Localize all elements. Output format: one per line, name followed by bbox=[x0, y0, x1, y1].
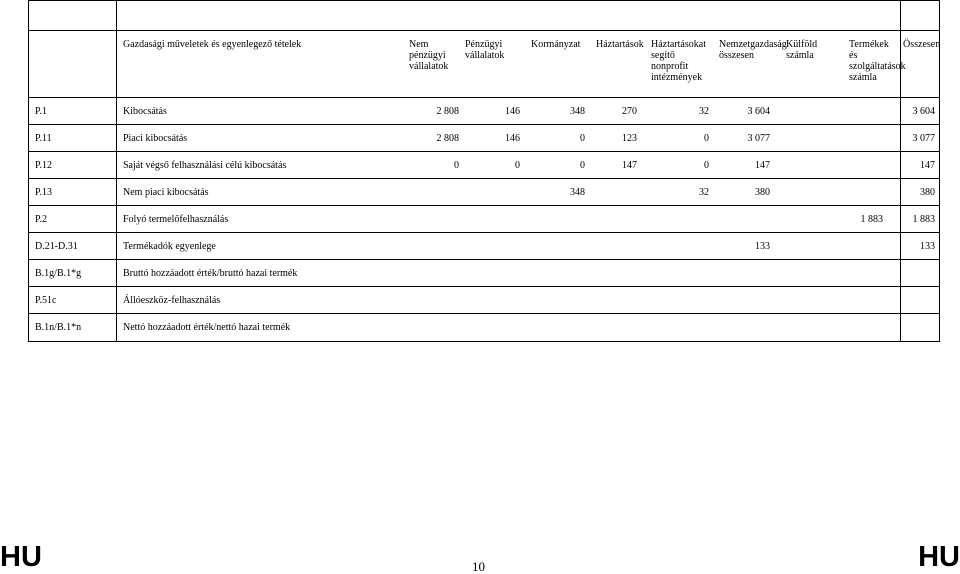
header-households: Háztartások bbox=[596, 39, 644, 50]
value-cell: 380 bbox=[755, 187, 770, 198]
value-cell: 133 bbox=[755, 241, 770, 252]
header-total-economy: Nemzetgazdaság összesen bbox=[719, 39, 787, 61]
row-label: Saját végső felhasználási célú kibocsátás bbox=[123, 160, 287, 171]
value-cell: 380 bbox=[920, 187, 935, 198]
value-cell: 3 604 bbox=[747, 106, 770, 117]
row-code: D.21-D.31 bbox=[35, 241, 78, 252]
country-badge-right: HU bbox=[918, 541, 960, 573]
row-code: P.2 bbox=[35, 214, 47, 225]
value-cell: 0 bbox=[515, 160, 520, 171]
value-cell: 0 bbox=[704, 133, 709, 144]
row-divider bbox=[29, 259, 939, 260]
row-label: Kibocsátás bbox=[123, 106, 167, 117]
value-cell: 147 bbox=[622, 160, 637, 171]
value-cell: 1 883 bbox=[912, 214, 935, 225]
row-label: Piaci kibocsátás bbox=[123, 133, 188, 144]
row-code: P.51c bbox=[35, 295, 57, 306]
row-divider bbox=[29, 124, 939, 125]
header-title: Gazdasági műveletek és egyenlegező tételek bbox=[123, 39, 302, 50]
row-code: P.11 bbox=[35, 133, 52, 144]
value-cell: 2 808 bbox=[436, 133, 459, 144]
row-label: Folyó termelőfelhasználás bbox=[123, 214, 229, 225]
row-code: P.12 bbox=[35, 160, 52, 171]
value-cell: 348 bbox=[570, 187, 585, 198]
country-badge-left: HU bbox=[0, 541, 42, 573]
row-divider bbox=[29, 313, 939, 314]
row-divider bbox=[29, 286, 939, 287]
header-goods-services: Termékek és szolgáltatások számla bbox=[849, 39, 906, 83]
value-cell: 32 bbox=[699, 106, 709, 117]
value-cell: 0 bbox=[704, 160, 709, 171]
value-cell: 123 bbox=[622, 133, 637, 144]
row-divider bbox=[29, 97, 939, 98]
value-cell: 133 bbox=[920, 241, 935, 252]
value-cell: 1 883 bbox=[860, 214, 883, 225]
header-npish: Háztartásokat segítő nonprofit intézmények bbox=[651, 39, 706, 83]
row-divider bbox=[29, 232, 939, 233]
page-number: 10 bbox=[472, 559, 485, 574]
value-cell: 146 bbox=[505, 133, 520, 144]
row-label: Bruttó hozzáadott érték/bruttó hazai termék bbox=[123, 268, 298, 279]
row-label: Állóeszköz-felhasználás bbox=[123, 295, 221, 306]
value-cell: 147 bbox=[755, 160, 770, 171]
row-code: B.1n/B.1*n bbox=[35, 322, 82, 333]
row-divider bbox=[29, 178, 939, 179]
value-cell: 3 077 bbox=[747, 133, 770, 144]
header-financial-corporations: Pénzügyi vállalatok bbox=[465, 39, 505, 61]
value-cell: 0 bbox=[580, 160, 585, 171]
row-divider bbox=[29, 205, 939, 206]
value-cell: 270 bbox=[622, 106, 637, 117]
row-code: P.13 bbox=[35, 187, 52, 198]
value-cell: 32 bbox=[699, 187, 709, 198]
header-rest-of-world: Külföld számla bbox=[786, 39, 818, 61]
value-cell: 0 bbox=[580, 133, 585, 144]
row-label: Nem piaci kibocsátás bbox=[123, 187, 209, 198]
row-code: B.1g/B.1*g bbox=[35, 268, 82, 279]
value-cell: 2 808 bbox=[436, 106, 459, 117]
row-label: Termékadók egyenlege bbox=[123, 241, 216, 252]
header-nonfinancial-corporations: Nem pénzügyi vállalatok bbox=[409, 39, 449, 72]
row-code: P.1 bbox=[35, 106, 47, 117]
row-divider bbox=[29, 30, 939, 31]
header-government: Kormányzat bbox=[531, 39, 581, 50]
accounts-table bbox=[28, 0, 940, 342]
value-cell: 147 bbox=[920, 160, 935, 171]
column-divider bbox=[116, 1, 117, 341]
value-cell: 3 604 bbox=[912, 106, 935, 117]
row-label: Nettó hozzáadott érték/nettó hazai termék bbox=[123, 322, 291, 333]
value-cell: 146 bbox=[505, 106, 520, 117]
value-cell: 348 bbox=[570, 106, 585, 117]
column-divider bbox=[900, 1, 901, 341]
value-cell: 3 077 bbox=[912, 133, 935, 144]
value-cell: 0 bbox=[454, 160, 459, 171]
row-divider bbox=[29, 151, 939, 152]
header-total: Összesen bbox=[903, 39, 941, 50]
